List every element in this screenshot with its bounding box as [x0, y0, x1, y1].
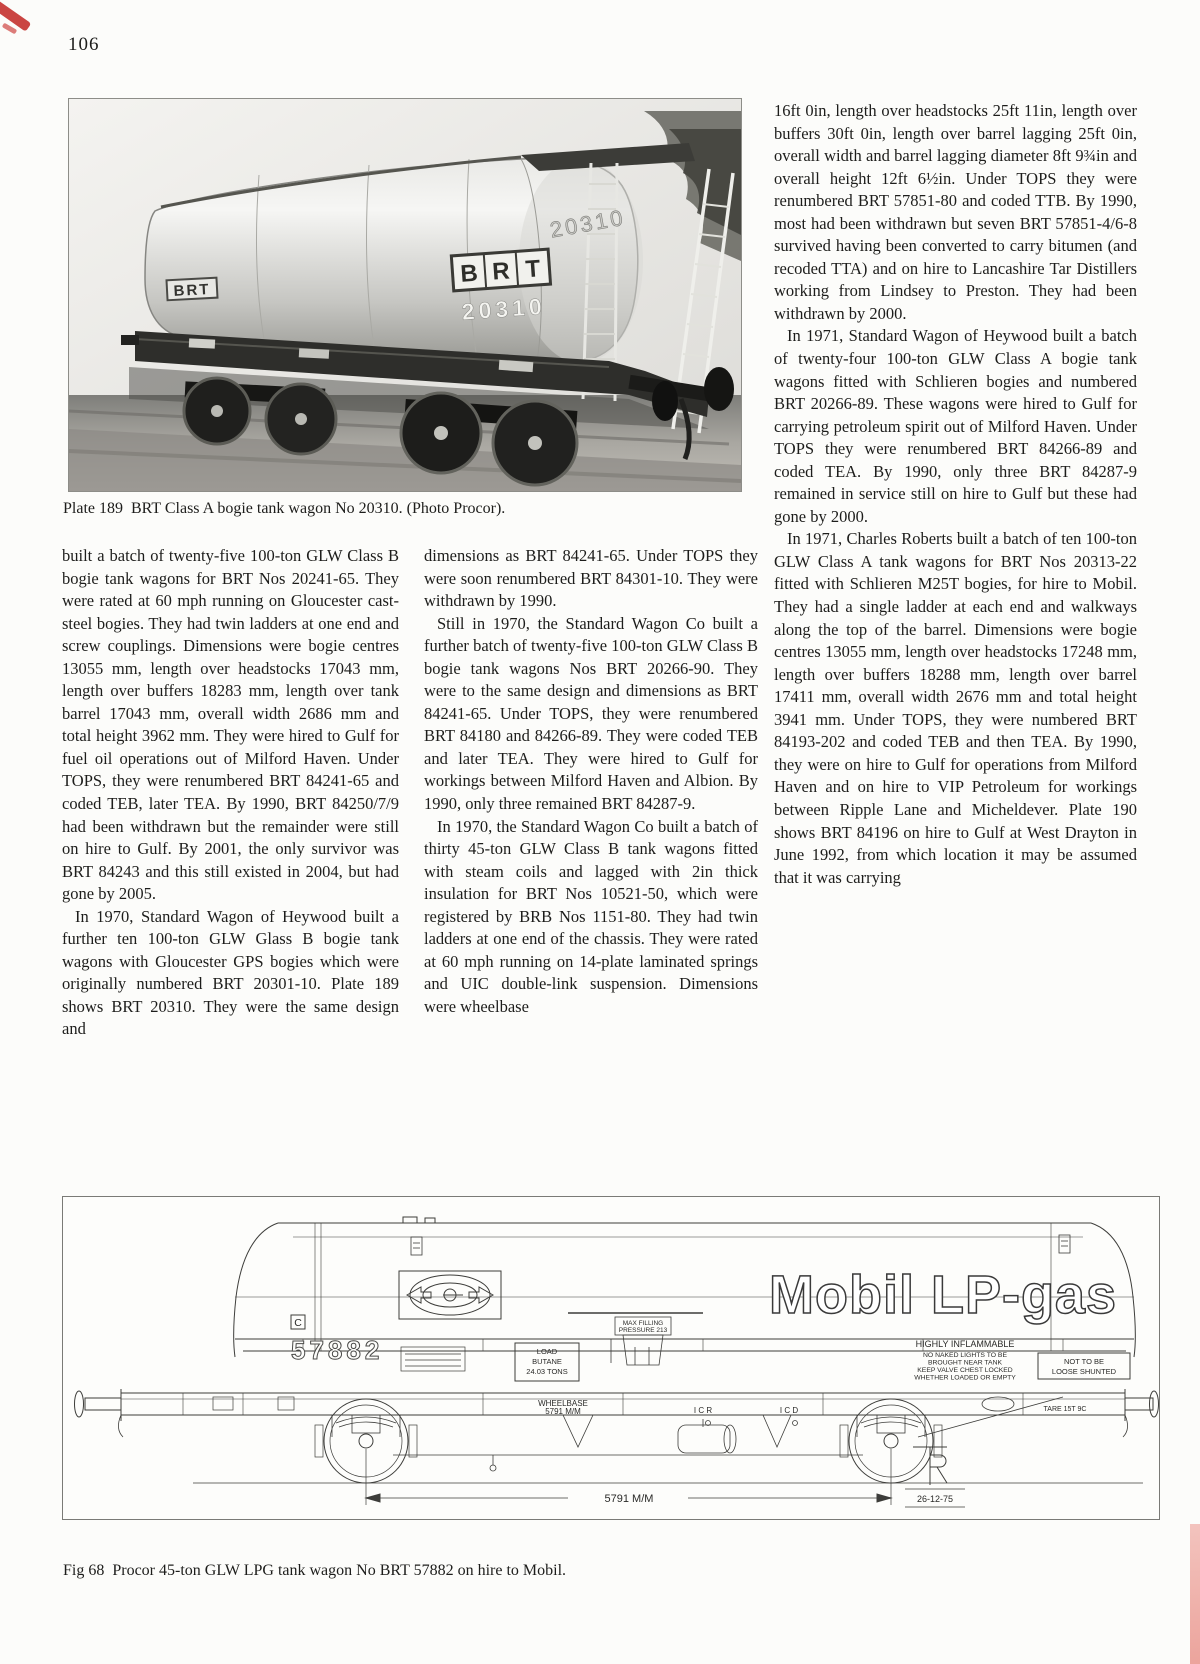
- figure-caption: Fig 68 Procor 45-ton GLW LPG tank wagon No BRT 57882 on hire to Mobil.: [63, 1562, 567, 1579]
- tare-label: TARE 15T 9C: [1043, 1406, 1087, 1413]
- wheelbase-label-line1: WHEELBASE: [538, 1399, 588, 1408]
- plate-caption: Plate 189 BRT Class A bogie tank wagon No 20310. (Photo Procor).: [63, 500, 506, 517]
- paragraph: In 1971, Charles Roberts built a batch of ten 100-ton GLW Class A tank wagons for BRT Nos 20313-22 fitted with Schlieren M25T bogies, for hire to Mobil. They had a single ladder at each end and walkways along the top of the barrel. Dimensions were bogie centres 13055 mm, length over headstocks 17248 mm, length over buffers 18288 mm, length over barrel 17411 mm, overall width 2676 mm and total height 3941 mm. Under TOPS, they were numbered BRT 84193-202 and coded TEB and then TEA. By 1990, they were on hire to Gulf for operations from Milford Haven and on hire to VIP Petroleum for workings between Ripple Lane and Micheldever. Plate 190 shows BRT 84196 on hire to Gulf at West Drayton in June 1992, from which location it may be assumed that it was carrying: [774, 529, 1137, 887]
- warning-line: NO NAKED LIGHTS TO BE: [923, 1352, 1007, 1359]
- load-line: LOAD: [536, 1347, 558, 1356]
- wheelbase-dimension: 5791 M/M: [604, 1493, 654, 1505]
- wheels: [315, 1399, 942, 1483]
- wagon-number-end: 20310: [548, 204, 628, 243]
- warning-line: BROUGHT NEAR TANK: [927, 1359, 1003, 1367]
- class-letter: C: [294, 1317, 302, 1329]
- placard-holders: [411, 1235, 1070, 1255]
- mobil-brand-text: Mobil LP-gas: [769, 1265, 1117, 1325]
- warning-line: KEEP VALVE CHEST LOCKED: [917, 1367, 1013, 1374]
- column-middle: [424, 545, 758, 1018]
- wheelbase-label-line2: 5791 M/M: [545, 1407, 581, 1416]
- scan-artifact-red-bottom-right: [1190, 1524, 1200, 1664]
- tank-wagon-photo-art: [69, 99, 741, 491]
- paragraph: In 1970, the Standard Wagon Co built a batch of thirty 45-ton GLW Class B tank wagons fitted with steam coils and lagged with 2in thick insulation for BRT Nos 10521-50, which were registered by BRB Nos 1151-80. They had twin ladders at one end of the chassis. They were rated at 60 mph running on 14-plate laminated springs and UIC double-link suspension. Dimensions were wheelbase: [424, 816, 758, 1016]
- brt-logo-small: [167, 278, 218, 301]
- column-right: [774, 100, 1137, 889]
- load-line: BUTANE: [532, 1357, 562, 1366]
- load-line: 24.03 TONS: [526, 1367, 568, 1376]
- shunt-plate-line2: LOOSE SHUNTED: [1051, 1367, 1117, 1376]
- drawing-date: 26-12-75: [916, 1494, 954, 1504]
- paragraph: In 1971, Standard Wagon of Heywood built a batch of twenty-four 100-ton GLW Class A bogie tank wagons fitted with Schlieren bogies and numbered BRT 20266-89. These wagons were hired to Gulf for carrying petroleum spirit out of Milford Haven. Under TOPS they were renumbered BRT 84266-89 and coded TEA. By 1990, only three BRT 84287-9 remained in service still on hire to Gulf but these had gone by 2000.: [774, 326, 1137, 526]
- warning-line: HIGHLY INFLAMMABLE: [915, 1339, 1015, 1349]
- lpg-wagon-drawing: [63, 1197, 1159, 1519]
- filling-plate-line2: PRESSURE 213: [618, 1327, 668, 1334]
- buffers-drawing: [75, 1389, 1159, 1437]
- brt-letter-b: B: [459, 259, 479, 288]
- procor-logo: [399, 1271, 501, 1319]
- brt-logo-small-text: BRT: [173, 280, 211, 300]
- paragraph: built a batch of twenty-five 100-ton GLW Class B bogie tank wagons for BRT Nos 20241-65. They were rated at 60 mph running on Gloucester cast-steel bogies. They had twin ladders at one end and screw couplings. Dimensions were bogie centres 13055 mm, length over headstocks 17043 mm, length over buffers 18283 mm, length over tank barrel 17043 mm, overall width 2686 mm and total height 3962 mm. They were hired to Gulf for fuel oil operations out of Milford Haven. Under TOPS, they were renumbered BRT 84241-65 and coded TEB, later TEA. By 1990, BRT 84250/7/9 had been withdrawn but the remainder were still on hire to Gulf. By 2001, the only survivor was BRT 84243 and this still existed in 2004, but had gone by 2005.: [62, 546, 399, 904]
- brake-gear: [393, 1397, 1063, 1471]
- fig-68-drawing: [62, 1196, 1160, 1520]
- paragraph: dimensions as BRT 84241-65. Under TOPS they were soon renumbered BRT 84301-10. They were withdrawn by 1990.: [424, 546, 758, 611]
- page-number: 106: [68, 34, 100, 55]
- column-left: [62, 545, 399, 1041]
- plate-189-photo: [68, 98, 742, 492]
- solebar: [121, 1393, 1125, 1415]
- dimension: [193, 1449, 1143, 1505]
- brt-letter-t: T: [524, 255, 542, 284]
- brt-letter-r: R: [491, 257, 511, 286]
- drawing-wagon-number: 57882: [291, 1335, 384, 1365]
- icd-label: I C D: [779, 1406, 799, 1415]
- icr-label: I C R: [693, 1406, 713, 1415]
- paragraph: Still in 1970, the Standard Wagon Co built a further batch of twenty-five 100-ton GLW Class B bogie tank wagons Nos BRT 20266-90. They were to the same design and dimensions as BRT 84241-65. Under TOPS, they were renumbered BRT 84180 and 84266-89. They were coded TEB and later TEA. They were hired to Gulf for workings between Milford Haven and Albion. By 1990, only three remained BRT 84287-9.: [424, 613, 758, 814]
- paragraph: In 1970, Standard Wagon of Heywood built a further ten 100-ton GLW Glass B bogie tank wagons with Gloucester GPS bogies which were originally numbered BRT 20301-10. Plate 189 shows BRT 20310. They were the same design and: [62, 906, 399, 1039]
- warning-line: WHETHER LOADED OR EMPTY: [914, 1374, 1016, 1382]
- wagon-number-side: 20310: [460, 293, 547, 325]
- filling-plate-line1: MAX FILLING: [622, 1320, 664, 1327]
- paragraph: 16ft 0in, length over headstocks 25ft 11in, length over buffers 30ft 0in, length over barrel lagging 25ft 0in, overall width and barrel lagging diameter 8ft 9¾in and overall height 12ft 6½in. Under TOPS they were renumbered BRT 57851-80 and coded TTB. By 1990, most had been withdrawn but seven BRT 57851-4/6-8 survived having been converted to carry bitumen (and recoded TTA) and on hire to Lancashire Tar Distillers working from Lindsey to Preston. They had been withdrawn by 2000.: [774, 101, 1137, 323]
- shunt-plate-line1: NOT TO BE: [1063, 1357, 1105, 1366]
- warning-text-block: [914, 1339, 1016, 1382]
